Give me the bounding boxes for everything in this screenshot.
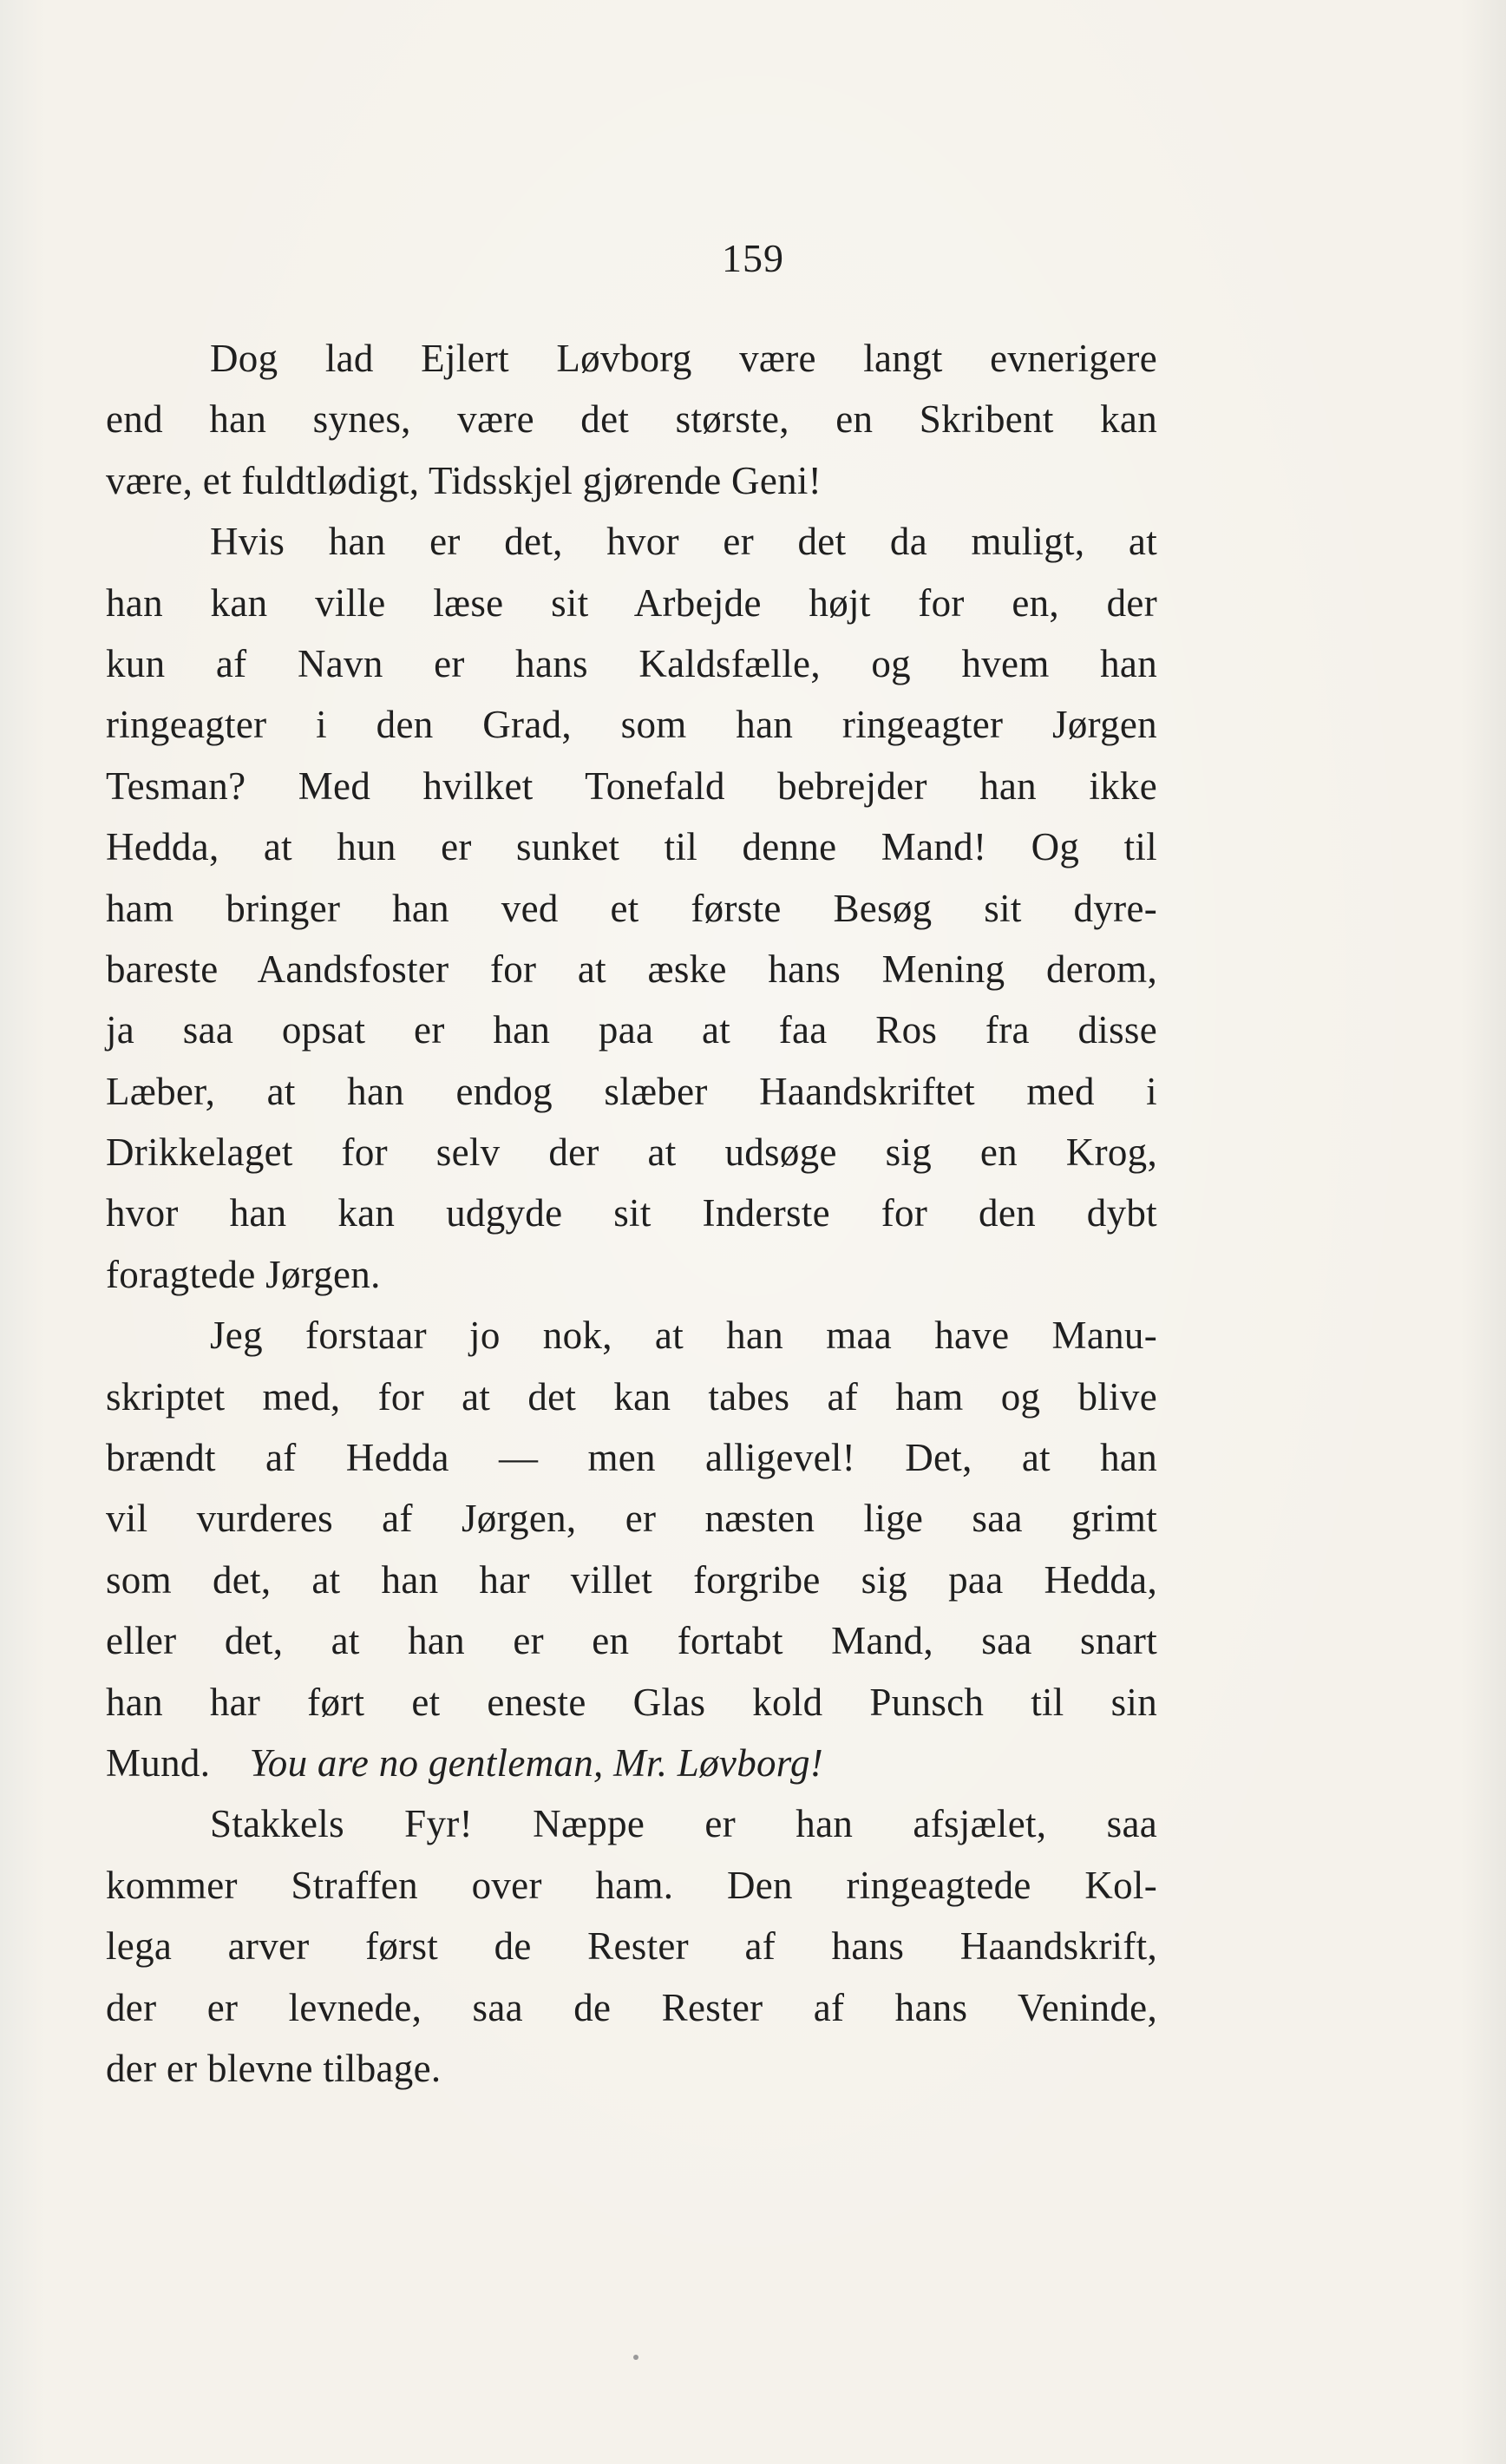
italic-quote: You are no gentleman, Mr. Løvborg! [249,1740,824,1785]
text-line [106,1610,1157,1671]
text-line [106,573,1157,633]
text-line-content: der er levnede, saa de Rester af hans Veninde, [106,1985,1157,2029]
text-line-content: skriptet med, for at det kan tabes af ham og blive [106,1374,1157,1419]
page-number: 159 [722,236,784,280]
text-line [106,1977,1157,2038]
text-line-content: der er blevne tilbage. [106,2046,442,2090]
text-line [106,999,1157,1060]
text-line [106,1488,1157,1549]
text-line [106,1305,1157,1366]
text-line-content: han kan ville læse sit Arbejde højt for en, der [106,580,1157,625]
text-line-content: Læber, at han endog slæber Haandskriftet med i [106,1069,1157,1113]
text-line [106,1122,1157,1183]
text-line [106,1793,1157,1854]
text-line [106,816,1157,877]
text-line-content: hvor han kan udgyde sit Inderste for den dybt [106,1191,1157,1235]
text-line-content: han har ført et eneste Glas kold Punsch til sin [106,1680,1157,1724]
text-line [106,1427,1157,1488]
print-speck [633,2355,638,2360]
text-line [106,1733,1157,1793]
text-line [106,511,1157,572]
text-line [106,878,1157,939]
text-line [106,1061,1157,1122]
text-line-content: kun af Navn er hans Kaldsfælle, og hvem han [106,641,1157,685]
text-line-content: Hedda, at hun er sunket til denne Mand! Og til [106,825,1157,869]
text-line-content: brændt af Hedda — men alligevel! Det, at han [106,1436,1157,1480]
text-line [106,328,1157,389]
text-line-content: vil vurderes af Jørgen, er næsten lige saa grimt [106,1497,1157,1541]
text-line-content: Tesman? Med hvilket Tonefald bebrejder han ikke [106,763,1157,808]
text-line [106,1550,1157,1610]
text-line [106,2038,1157,2099]
text-line [106,450,1157,511]
text-line-content: Hvis han er det, hvor er det da muligt, at [210,520,1157,564]
text-line [106,939,1157,999]
text-line-content: end han synes, være det største, en Skribent kan [106,397,1157,442]
text-line-content: som det, at han har villet forgribe sig paa Hedda, [106,1557,1157,1602]
text-line-content: Drikkelaget for selv der at udsøge sig en Krog, [106,1130,1157,1175]
body-text [106,328,1157,2099]
text-line-content: bareste Aandsfoster for at æske hans Mening derom, [106,947,1157,991]
text-line [106,1672,1157,1733]
text-line-content: være, et fuldtlødigt, Tidsskjel gjørende Geni! [106,458,822,502]
text-line-content: ja saa opsat er han paa at faa Ros fra disse [106,1008,1157,1052]
text-line-content: Stakkels Fyr! Næppe er han afsjælet, saa [210,1802,1157,1846]
text-line-content: Mund. [106,1740,211,1785]
text-line [106,1855,1157,1916]
text-line [106,1916,1157,1976]
text-line [106,389,1157,449]
text-line [106,1366,1157,1427]
text-line-content: Dog lad Ejlert Løvborg være langt evnerigere [210,337,1157,380]
text-line-content: foragtede Jørgen. [106,1252,381,1296]
text-line [106,694,1157,755]
text-line-content: lega arver først de Rester af hans Haandskrift, [106,1924,1157,1969]
text-line [106,756,1157,816]
text-line [106,1244,1157,1305]
text-line-content: Jeg forstaar jo nok, at han maa have Manu- [210,1314,1157,1358]
text-line [106,633,1157,694]
text-line-content: eller det, at han er en fortabt Mand, saa snart [106,1619,1157,1663]
text-line-content: ringeagter i den Grad, som han ringeagter Jørgen [106,703,1157,747]
text-line-content: kommer Straffen over ham. Den ringeagtede Kol- [106,1863,1157,1907]
text-line-content: ham bringer han ved et første Besøg sit dyre- [106,886,1157,930]
text-line [106,1183,1157,1243]
